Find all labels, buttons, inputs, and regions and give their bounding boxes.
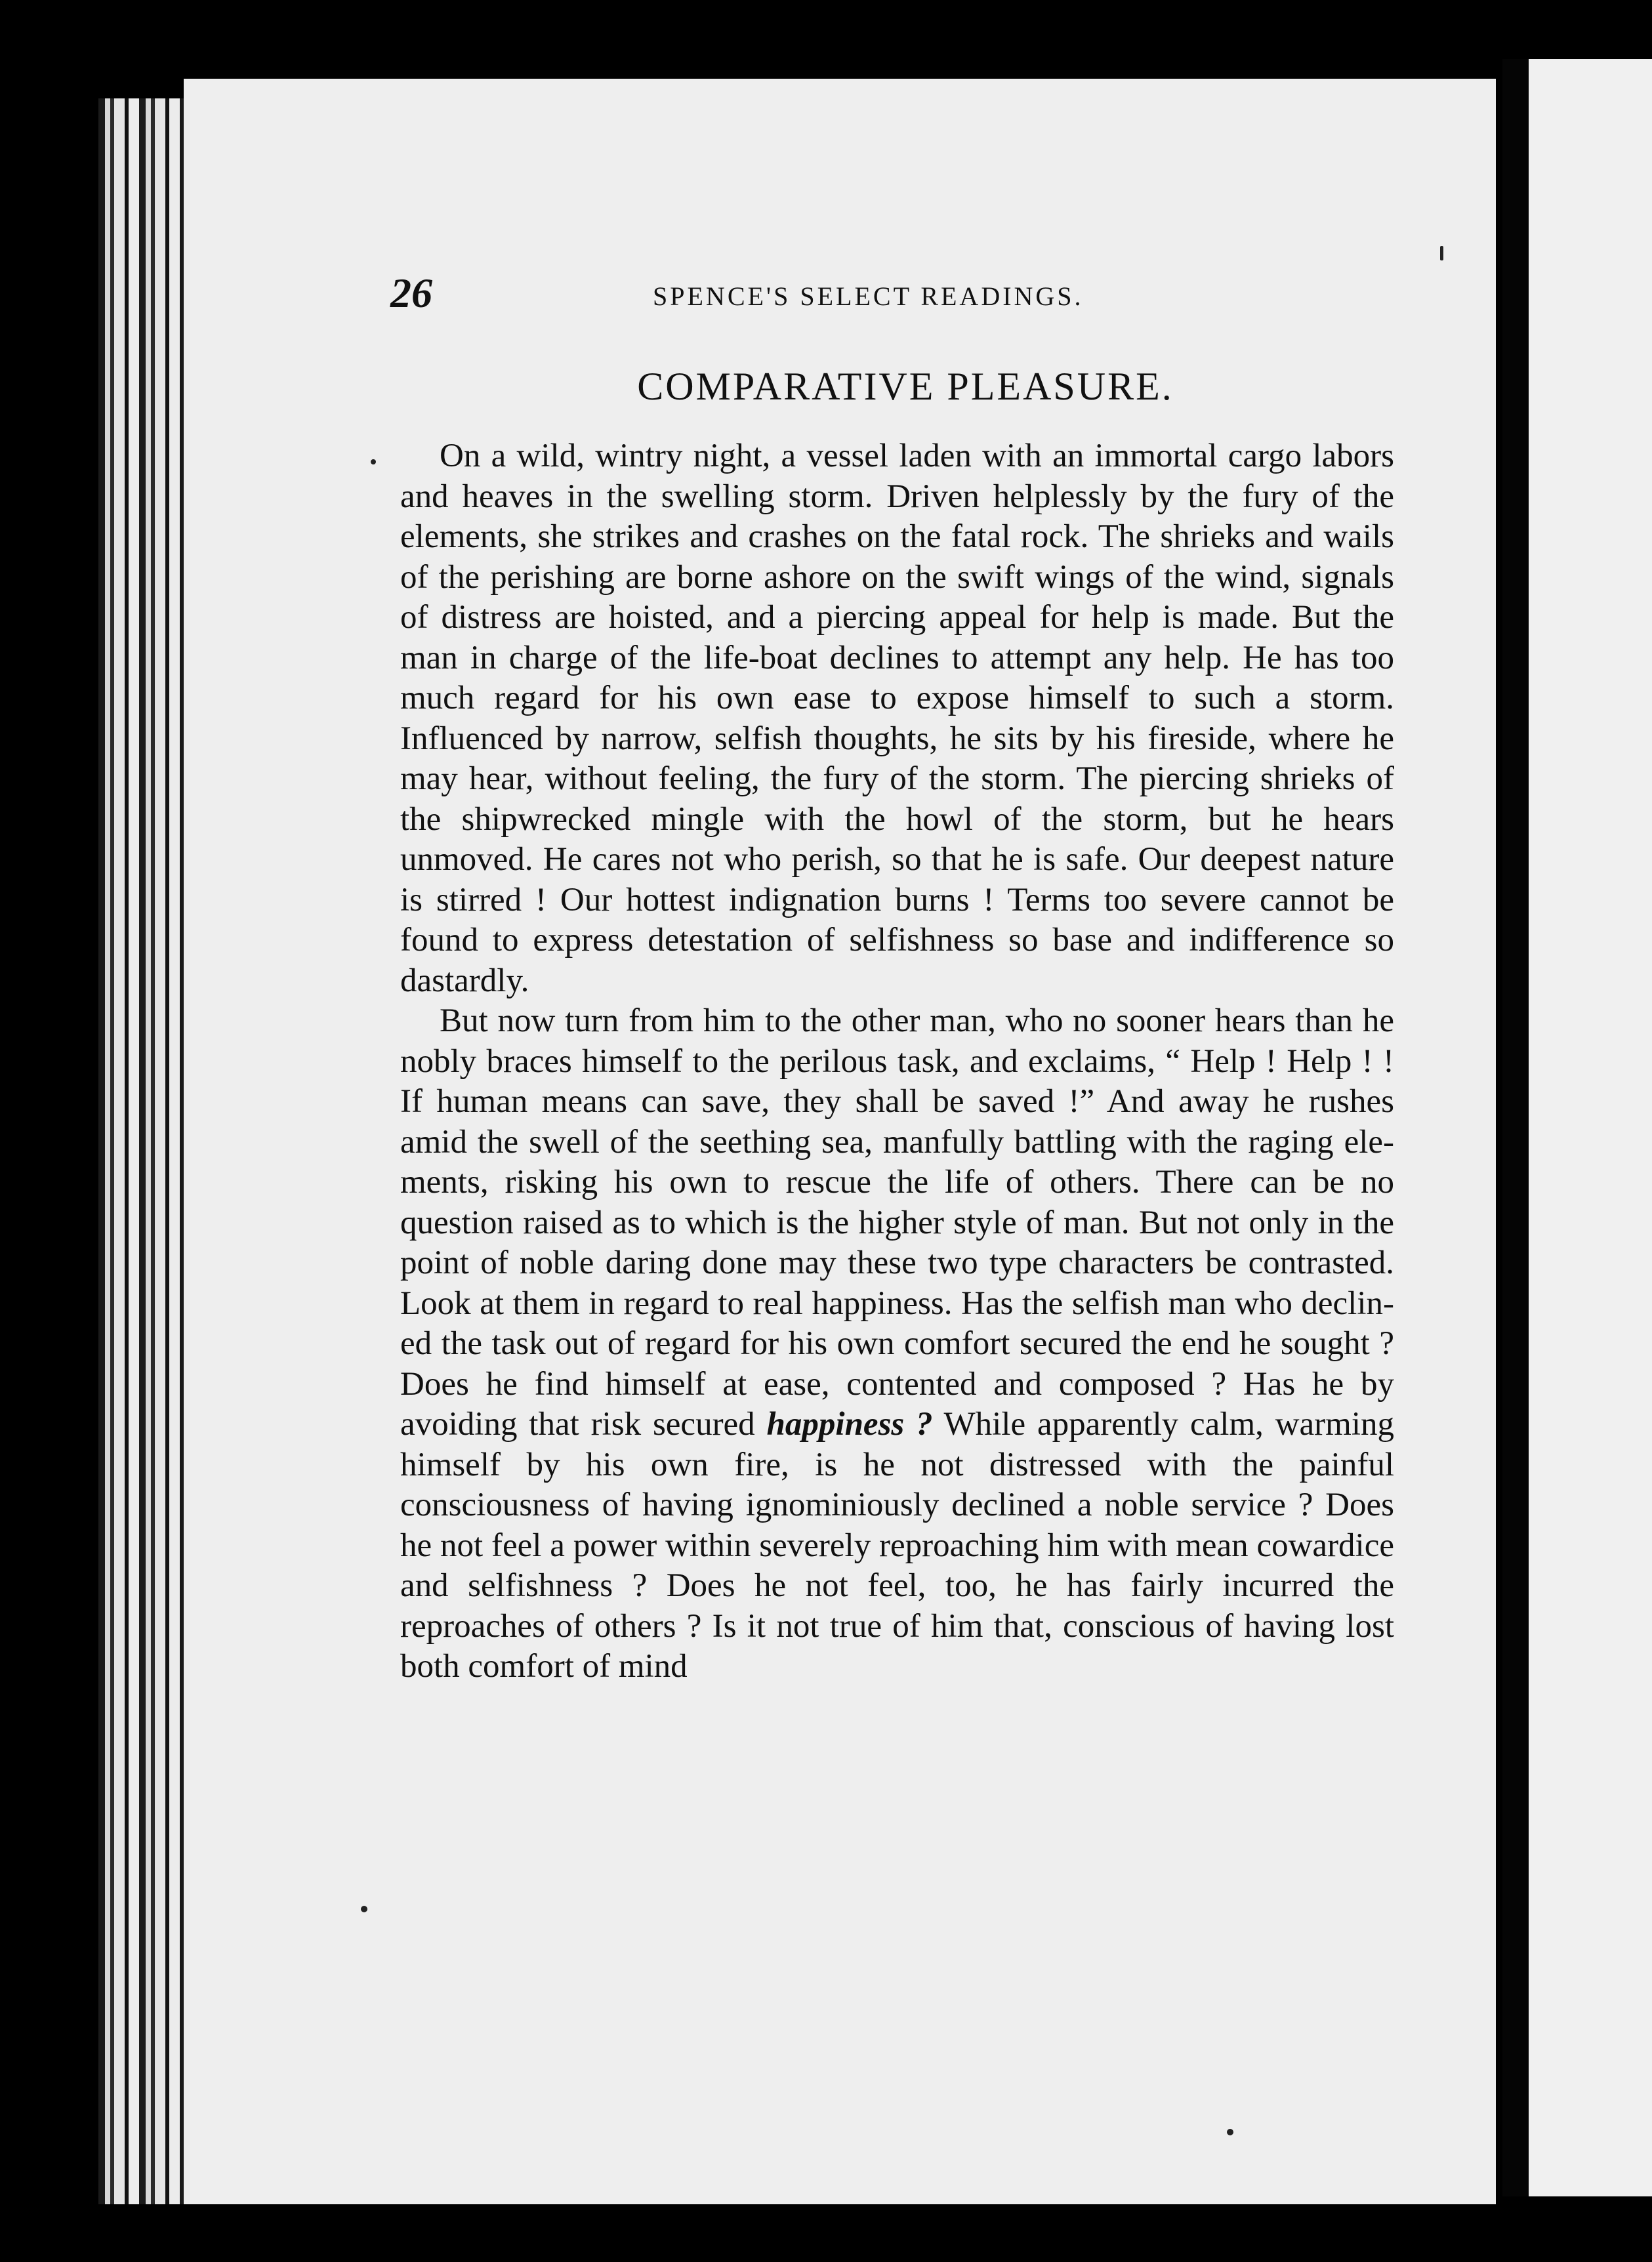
article-body — [400, 436, 1394, 1687]
scan-speck — [371, 459, 376, 464]
paragraph-2 — [400, 1001, 1394, 1687]
paragraph-1: On a wild, wintry night, a vessel laden with an immortal cargo labors and heaves in the swelling storm. Driven helplessly by the fury of the elements, she strikes and crashes on the fatal rock. The shrieks and wails of the perishing are borne ashore on the swift wings of the wind, signals of distress are hoisted, and a piercing appeal for help is made. But the man in charge of the life-boat declines to attempt any help. He has too much regard for his own ease to expose himself to such a storm. Influenced by narrow, selfish thoughts, he sits by his fireside, where he may hear, without feeling, the fury of the storm. The piercing shrieks of the shipwrecked mingle with the howl of the storm, but he hears unmoved. He cares not who perish, so that he is safe. Our deepest nature is stirred ! Our hottest indignation burns ! Terms too severe cannot be found to express detestation of selfishness so base and indifference so dastardly. — [400, 438, 1394, 999]
facing-page — [1529, 59, 1652, 2196]
italic-emphasis: happiness ? — [766, 1406, 933, 1443]
book-spine-edge — [98, 98, 197, 2204]
scan-speck — [1227, 2129, 1233, 2135]
page-number: 26 — [390, 270, 432, 316]
article-title: COMPARATIVE PLEASURE. — [637, 365, 1174, 408]
paragraph-2-start: But now turn from him to the other man, who no sooner hears than he nobly braces himself to the perilous task, and exclaims, “ Help ! Help ! ! If human means can save, they shall be saved !” And away he rushes amid the swell of the seething sea, manfully battling with the raging elements, risking his own to rescue the life of others. There can be no question raised as to which is the higher style of man. But not only in the point of noble daring done may these two type characters be contrasted. Look at them in regard to real happiness. Has the selfish man who declined the task out of regard for his own comfort secured the end he sought ? Does he find himself at ease, contented and composed ? Has he by avoiding that risk secured — [400, 1002, 1394, 1443]
page-gutter — [1502, 59, 1529, 2196]
running-head — [390, 269, 1420, 321]
scan-speck — [1440, 246, 1443, 260]
running-title: SPENCE'S SELECT READINGS. — [653, 281, 1084, 311]
scan-speck — [361, 1906, 367, 1912]
paragraph-2-end: While apparently calm, warming himself by his own fire, is he not distressed with the painful consciousness of having ignominiously declined a noble service ? Does he not feel a power within severely reproaching him with mean cowardice and selfishness ? Does he not feel, too, he has fairly incurred the reproaches of others ? Is it not true of him that, conscious of having lost both comfort of mind — [400, 1406, 1394, 1685]
